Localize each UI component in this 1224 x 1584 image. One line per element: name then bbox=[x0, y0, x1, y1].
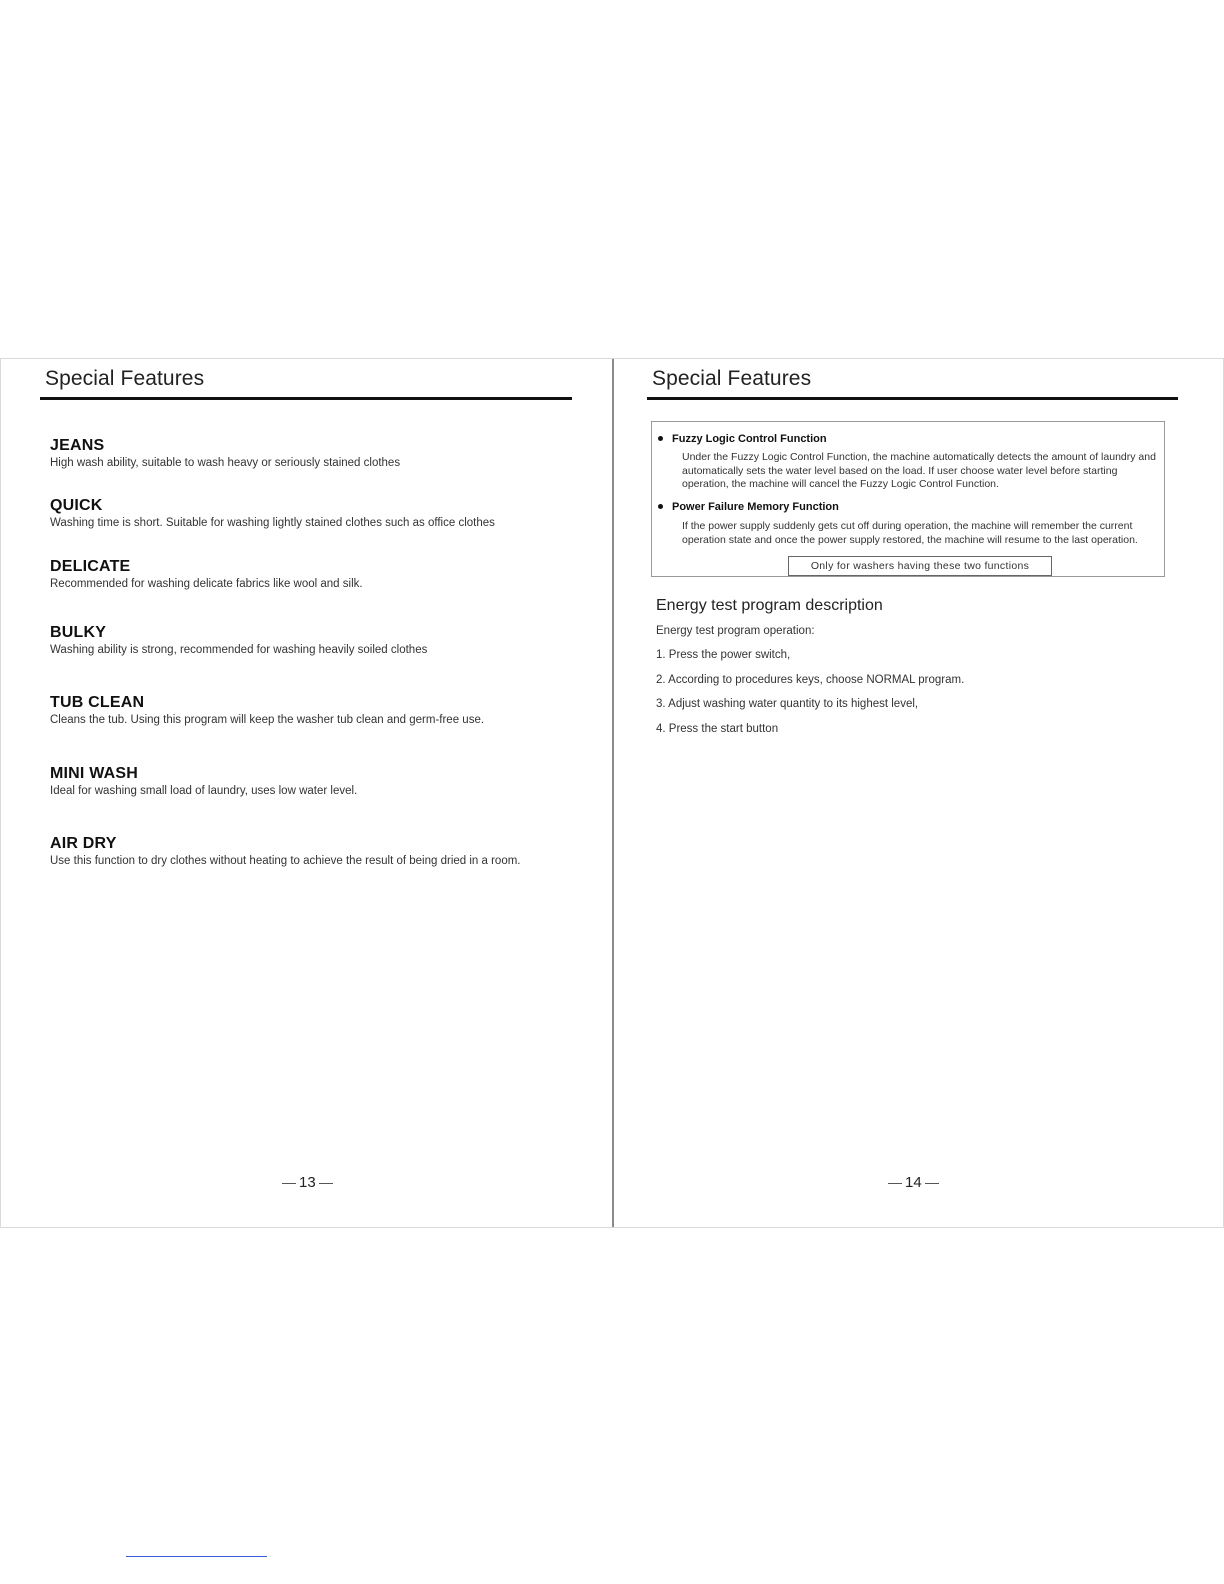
function-description: Under the Fuzzy Logic Control Function, the machine automatically detects the amount of laundry and automatically sets the water level based on the load. If user choose water level before starting operation, the machine will cancel the Fuzzy Logic Control Function. bbox=[682, 451, 1156, 490]
feature-name: DELICATE bbox=[50, 558, 131, 575]
function-heading: Power Failure Memory Function bbox=[658, 501, 839, 513]
page-gutter bbox=[612, 359, 614, 1227]
bullet-icon bbox=[658, 436, 663, 441]
feature-name: MINI WASH bbox=[50, 765, 139, 782]
page-title: Special Features bbox=[652, 367, 812, 390]
feature-description: High wash ability, suitable to wash heavy or seriously stained clothes bbox=[50, 457, 401, 469]
feature-delicate bbox=[50, 558, 590, 591]
feature-description: Use this function to dry clothes without heating to achieve the result of being dried in a room. bbox=[50, 855, 521, 867]
energy-section-title: Energy test program description bbox=[656, 597, 883, 614]
feature-bulky bbox=[50, 624, 590, 657]
bullet-icon bbox=[658, 504, 663, 509]
energy-step: 3. Adjust washing water quantity to its highest level, bbox=[656, 698, 919, 710]
feature-name: JEANS bbox=[50, 437, 105, 454]
applicability-note: Only for washers having these two functions bbox=[788, 556, 1052, 576]
feature-description: Ideal for washing small load of laundry, uses low water level. bbox=[50, 785, 358, 797]
function-description: If the power supply suddenly gets cut off during operation, the machine will remember the current operation state and once the power supply restored, the machine will resume to the last operation. bbox=[682, 520, 1138, 546]
energy-step: 1. Press the power switch, bbox=[656, 649, 791, 661]
page-number: 13 bbox=[279, 1174, 336, 1191]
feature-mini-wash bbox=[50, 765, 590, 798]
feature-name: BULKY bbox=[50, 624, 107, 641]
title-underline bbox=[40, 397, 572, 400]
feature-name: TUB CLEAN bbox=[50, 694, 145, 711]
feature-description: Washing ability is strong, recommended for washing heavily soiled clothes bbox=[50, 644, 428, 656]
page-13 bbox=[0, 359, 614, 1227]
feature-quick bbox=[50, 497, 590, 530]
page-title: Special Features bbox=[45, 367, 205, 390]
function-heading: Fuzzy Logic Control Function bbox=[658, 433, 827, 445]
feature-air-dry bbox=[50, 835, 590, 868]
feature-name: QUICK bbox=[50, 497, 103, 514]
feature-name: AIR DRY bbox=[50, 835, 117, 852]
energy-step: 4. Press the start button bbox=[656, 723, 779, 735]
page-14 bbox=[615, 359, 1224, 1227]
feature-tub-clean bbox=[50, 694, 590, 727]
page-number: 14 bbox=[885, 1174, 942, 1191]
energy-step: 2. According to procedures keys, choose NORMAL program. bbox=[656, 674, 965, 686]
title-underline bbox=[647, 397, 1178, 400]
feature-description: Washing time is short. Suitable for washing lightly stained clothes such as office clothes bbox=[50, 517, 495, 529]
feature-description: Recommended for washing delicate fabrics like wool and silk. bbox=[50, 578, 363, 590]
functions-box bbox=[651, 421, 1165, 577]
manual-spread bbox=[0, 358, 1224, 1228]
footer-link-underline[interactable] bbox=[126, 1556, 267, 1557]
energy-intro: Energy test program operation: bbox=[656, 625, 815, 637]
feature-jeans bbox=[50, 437, 590, 470]
feature-description: Cleans the tub. Using this program will keep the washer tub clean and germ-free use. bbox=[50, 714, 485, 726]
